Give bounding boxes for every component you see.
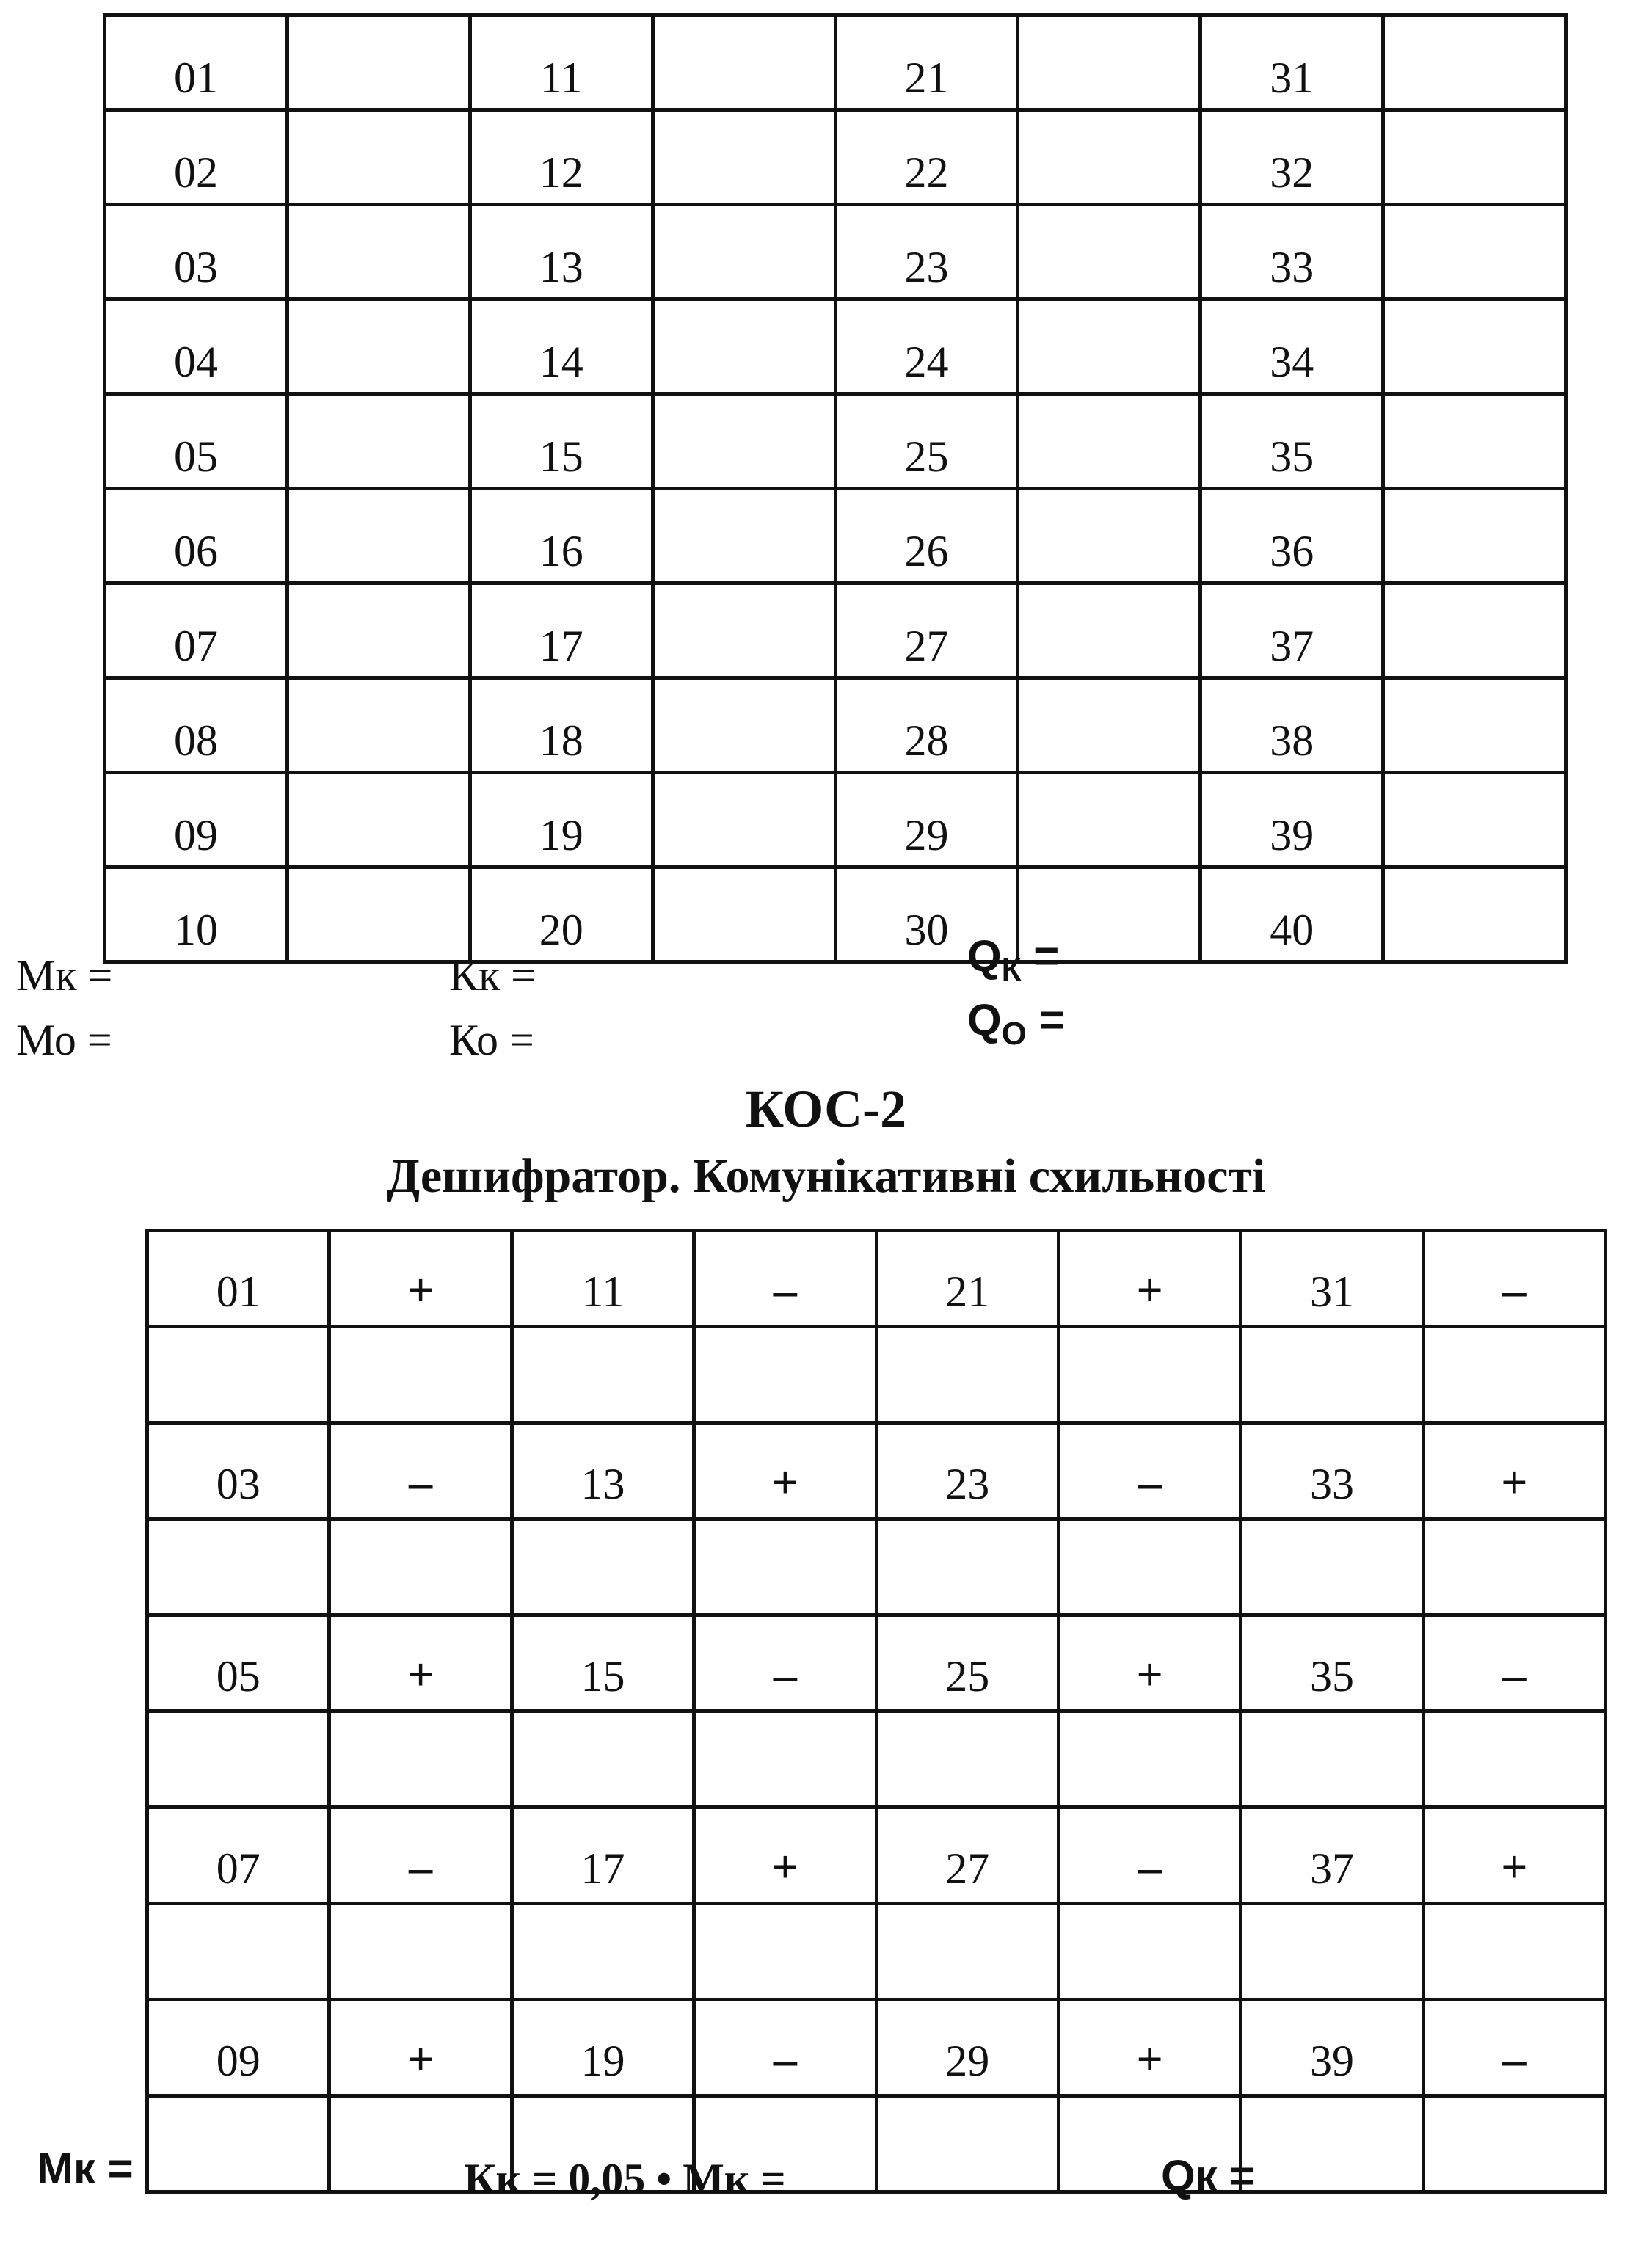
section-title: Дешифратор. Комунікативні схильності — [386, 1149, 1266, 1203]
key-blank-row — [148, 1904, 1606, 2000]
answer-cell[interactable] — [287, 583, 470, 678]
key-blank-cell[interactable] — [1423, 1711, 1605, 1808]
answer-cell[interactable] — [287, 205, 470, 299]
key-blank-row — [148, 1327, 1606, 1423]
question-number-cell: 39 — [1201, 773, 1383, 867]
answer-cell[interactable] — [1018, 773, 1201, 867]
key-sign-cell: – — [330, 1423, 512, 1519]
answer-cell[interactable] — [652, 205, 835, 299]
key-number-cell: 21 — [876, 1231, 1058, 1327]
answer-row — [105, 205, 1566, 299]
answer-cell[interactable] — [287, 867, 470, 962]
key-number-cell: 25 — [876, 1615, 1058, 1711]
key-blank-cell[interactable] — [876, 1519, 1058, 1615]
question-number-cell: 19 — [470, 773, 652, 867]
key-blank-cell[interactable] — [1241, 1711, 1423, 1808]
key-blank-cell[interactable] — [1241, 2096, 1423, 2192]
qo-subscript: О — [1001, 1016, 1027, 1052]
answer-row — [105, 583, 1566, 678]
key-kk-formula: Кк = 0,05 • Мк = — [464, 2155, 786, 2203]
answer-cell[interactable] — [1383, 489, 1566, 583]
answer-cell[interactable] — [652, 299, 835, 394]
question-number-cell: 15 — [470, 394, 652, 489]
key-row — [148, 1615, 1606, 1711]
answer-cell[interactable] — [1018, 394, 1201, 489]
key-sign-cell: – — [1423, 1231, 1605, 1327]
key-sign-cell: – — [1423, 2000, 1605, 2096]
key-blank-cell[interactable] — [876, 1327, 1058, 1423]
answer-cell[interactable] — [652, 867, 835, 962]
answer-cell[interactable] — [652, 678, 835, 773]
question-number-cell: 21 — [835, 15, 1018, 110]
key-number-cell: 29 — [876, 2000, 1058, 2096]
key-sign-cell: + — [330, 1615, 512, 1711]
key-blank-cell[interactable] — [876, 2096, 1058, 2192]
qo-formula — [967, 994, 1065, 1052]
key-blank-cell[interactable] — [148, 1904, 330, 2000]
answer-cell[interactable] — [652, 489, 835, 583]
answer-cell[interactable] — [1018, 205, 1201, 299]
question-number-cell: 16 — [470, 489, 652, 583]
key-sign-cell: + — [1423, 1423, 1605, 1519]
question-number-cell: 17 — [470, 583, 652, 678]
key-sign-cell: + — [330, 2000, 512, 2096]
key-sign-cell: + — [1423, 1808, 1605, 1904]
key-blank-cell[interactable] — [148, 2096, 330, 2192]
question-number-cell: 32 — [1201, 110, 1383, 205]
key-row — [148, 2000, 1606, 2096]
answer-cell[interactable] — [287, 299, 470, 394]
decoder-key-table — [145, 1229, 1607, 2194]
key-number-cell: 05 — [148, 1615, 330, 1711]
question-number-cell: 23 — [835, 205, 1018, 299]
answer-row — [105, 867, 1566, 962]
question-number-cell: 03 — [105, 205, 288, 299]
key-number-cell: 09 — [148, 2000, 330, 2096]
kk-formula: Кк = — [449, 951, 536, 1000]
question-number-cell: 34 — [1201, 299, 1383, 394]
key-blank-cell[interactable] — [330, 1327, 512, 1423]
key-blank-cell[interactable] — [1058, 1711, 1240, 1808]
qk-letter: Q — [967, 931, 1002, 981]
answer-cell[interactable] — [1018, 489, 1201, 583]
answer-row — [105, 15, 1566, 110]
answer-cell[interactable] — [1383, 299, 1566, 394]
key-blank-cell[interactable] — [1241, 1904, 1423, 2000]
question-number-cell: 24 — [835, 299, 1018, 394]
key-sign-cell: – — [1423, 1615, 1605, 1711]
question-number-cell: 05 — [105, 394, 288, 489]
mk-formula: Мк = — [16, 951, 113, 1000]
answer-cell[interactable] — [1383, 867, 1566, 962]
answer-cell[interactable] — [1018, 110, 1201, 205]
answer-cell[interactable] — [287, 678, 470, 773]
key-sign-cell: – — [330, 1808, 512, 1904]
question-number-cell: 18 — [470, 678, 652, 773]
question-number-cell: 28 — [835, 678, 1018, 773]
question-number-cell: 36 — [1201, 489, 1383, 583]
key-blank-cell[interactable] — [694, 1711, 876, 1808]
key-mk-formula: Мк = — [37, 2144, 134, 2193]
key-row — [148, 1423, 1606, 1519]
key-blank-cell[interactable] — [330, 1519, 512, 1615]
key-number-cell: 39 — [1241, 2000, 1423, 2096]
key-blank-cell[interactable] — [330, 1904, 512, 2000]
key-blank-cell[interactable] — [1241, 1327, 1423, 1423]
key-sign-cell: + — [1058, 2000, 1240, 2096]
key-blank-cell[interactable] — [694, 1327, 876, 1423]
answer-row — [105, 773, 1566, 867]
question-number-cell: 14 — [470, 299, 652, 394]
question-number-cell: 26 — [835, 489, 1018, 583]
key-blank-cell[interactable] — [512, 1519, 694, 1615]
qk-formula — [967, 931, 1059, 989]
answer-row — [105, 299, 1566, 394]
mo-formula: Мо = — [16, 1016, 112, 1064]
answer-row — [105, 489, 1566, 583]
key-blank-cell[interactable] — [512, 1711, 694, 1808]
key-blank-cell[interactable] — [1423, 1327, 1605, 1423]
qk-equals: = — [1033, 931, 1060, 981]
key-blank-cell[interactable] — [876, 1711, 1058, 1808]
question-number-cell: 11 — [470, 15, 652, 110]
key-sign-cell: – — [694, 2000, 876, 2096]
answer-cell[interactable] — [652, 394, 835, 489]
question-number-cell: 13 — [470, 205, 652, 299]
qo-equals: = — [1038, 995, 1065, 1044]
key-number-cell: 19 — [512, 2000, 694, 2096]
key-qk-formula: Qк = — [1161, 2151, 1256, 2200]
question-number-cell: 10 — [105, 867, 288, 962]
key-number-cell: 37 — [1241, 1808, 1423, 1904]
key-sign-cell: – — [1058, 1808, 1240, 1904]
question-number-cell: 33 — [1201, 205, 1383, 299]
answer-cell[interactable] — [287, 394, 470, 489]
key-sign-cell: + — [694, 1808, 876, 1904]
key-sign-cell: – — [1058, 1423, 1240, 1519]
key-row — [148, 1808, 1606, 1904]
answer-cell[interactable] — [1018, 299, 1201, 394]
key-blank-cell[interactable] — [1058, 1904, 1240, 2000]
key-blank-row — [148, 1711, 1606, 1808]
key-blank-cell[interactable] — [148, 1327, 330, 1423]
question-number-cell: 07 — [105, 583, 288, 678]
key-blank-cell[interactable] — [694, 1904, 876, 2000]
answer-cell[interactable] — [1383, 678, 1566, 773]
key-number-cell: 17 — [512, 1808, 694, 1904]
answer-cell[interactable] — [287, 489, 470, 583]
key-blank-cell[interactable] — [148, 1519, 330, 1615]
decoder-key-body — [148, 1231, 1606, 2192]
key-number-cell: 23 — [876, 1423, 1058, 1519]
question-number-cell: 08 — [105, 678, 288, 773]
question-number-cell: 37 — [1201, 583, 1383, 678]
key-number-cell: 27 — [876, 1808, 1058, 1904]
key-number-cell: 15 — [512, 1615, 694, 1711]
key-blank-cell[interactable] — [1423, 2096, 1605, 2192]
key-blank-cell[interactable] — [1058, 1327, 1240, 1423]
answer-row — [105, 110, 1566, 205]
question-number-cell: 30 — [835, 867, 1018, 962]
key-blank-cell[interactable] — [1423, 1519, 1605, 1615]
key-sign-cell: + — [694, 1423, 876, 1519]
key-blank-cell[interactable] — [1241, 1519, 1423, 1615]
answer-cell[interactable] — [1383, 110, 1566, 205]
key-blank-cell[interactable] — [148, 1711, 330, 1808]
question-number-cell: 12 — [470, 110, 652, 205]
key-number-cell: 35 — [1241, 1615, 1423, 1711]
question-number-cell: 01 — [105, 15, 288, 110]
key-sign-cell: – — [694, 1231, 876, 1327]
ko-formula: Ко = — [449, 1016, 534, 1064]
key-blank-cell[interactable] — [1423, 1904, 1605, 2000]
key-blank-row — [148, 2096, 1606, 2192]
key-sign-cell: – — [694, 1615, 876, 1711]
answer-cell[interactable] — [1018, 15, 1201, 110]
key-row — [148, 1231, 1606, 1327]
question-number-cell: 25 — [835, 394, 1018, 489]
question-number-cell: 04 — [105, 299, 288, 394]
answer-cell[interactable] — [652, 583, 835, 678]
key-sign-cell: + — [330, 1231, 512, 1327]
key-number-cell: 31 — [1241, 1231, 1423, 1327]
question-number-cell: 29 — [835, 773, 1018, 867]
key-number-cell: 03 — [148, 1423, 330, 1519]
qo-letter: Q — [967, 995, 1002, 1044]
answer-cell[interactable] — [1383, 15, 1566, 110]
answer-cell[interactable] — [652, 15, 835, 110]
key-number-cell: 33 — [1241, 1423, 1423, 1519]
question-number-cell: 31 — [1201, 15, 1383, 110]
qk-subscript: К — [1001, 952, 1022, 988]
answer-cell[interactable] — [652, 773, 835, 867]
answer-sheet-body — [105, 15, 1566, 962]
key-blank-cell[interactable] — [512, 1327, 694, 1423]
question-number-cell: 27 — [835, 583, 1018, 678]
question-number-cell: 06 — [105, 489, 288, 583]
question-number-cell: 20 — [470, 867, 652, 962]
key-blank-row — [148, 1519, 1606, 1615]
answer-cell[interactable] — [1018, 678, 1201, 773]
key-blank-cell[interactable] — [876, 1904, 1058, 2000]
answer-cell[interactable] — [287, 773, 470, 867]
answer-cell[interactable] — [287, 110, 470, 205]
key-sign-cell: + — [1058, 1615, 1240, 1711]
answer-row — [105, 678, 1566, 773]
question-number-cell: 38 — [1201, 678, 1383, 773]
answer-row — [105, 394, 1566, 489]
question-number-cell: 09 — [105, 773, 288, 867]
key-sign-cell: + — [1058, 1231, 1240, 1327]
key-number-cell: 01 — [148, 1231, 330, 1327]
answer-cell[interactable] — [287, 15, 470, 110]
key-blank-cell[interactable] — [512, 1904, 694, 2000]
question-number-cell: 40 — [1201, 867, 1383, 962]
key-number-cell: 13 — [512, 1423, 694, 1519]
answer-cell[interactable] — [1383, 773, 1566, 867]
answer-sheet-table — [103, 13, 1568, 964]
key-blank-cell[interactable] — [330, 1711, 512, 1808]
key-number-cell: 11 — [512, 1231, 694, 1327]
key-blank-cell[interactable] — [694, 1519, 876, 1615]
section-code: КОС-2 — [745, 1080, 907, 1138]
answer-cell[interactable] — [1383, 583, 1566, 678]
question-number-cell: 22 — [835, 110, 1018, 205]
question-number-cell: 35 — [1201, 394, 1383, 489]
answer-cell[interactable] — [1018, 583, 1201, 678]
answer-cell[interactable] — [652, 110, 835, 205]
question-number-cell: 02 — [105, 110, 288, 205]
key-number-cell: 07 — [148, 1808, 330, 1904]
key-blank-cell[interactable] — [1058, 1519, 1240, 1615]
answer-cell[interactable] — [1383, 394, 1566, 489]
answer-cell[interactable] — [1383, 205, 1566, 299]
